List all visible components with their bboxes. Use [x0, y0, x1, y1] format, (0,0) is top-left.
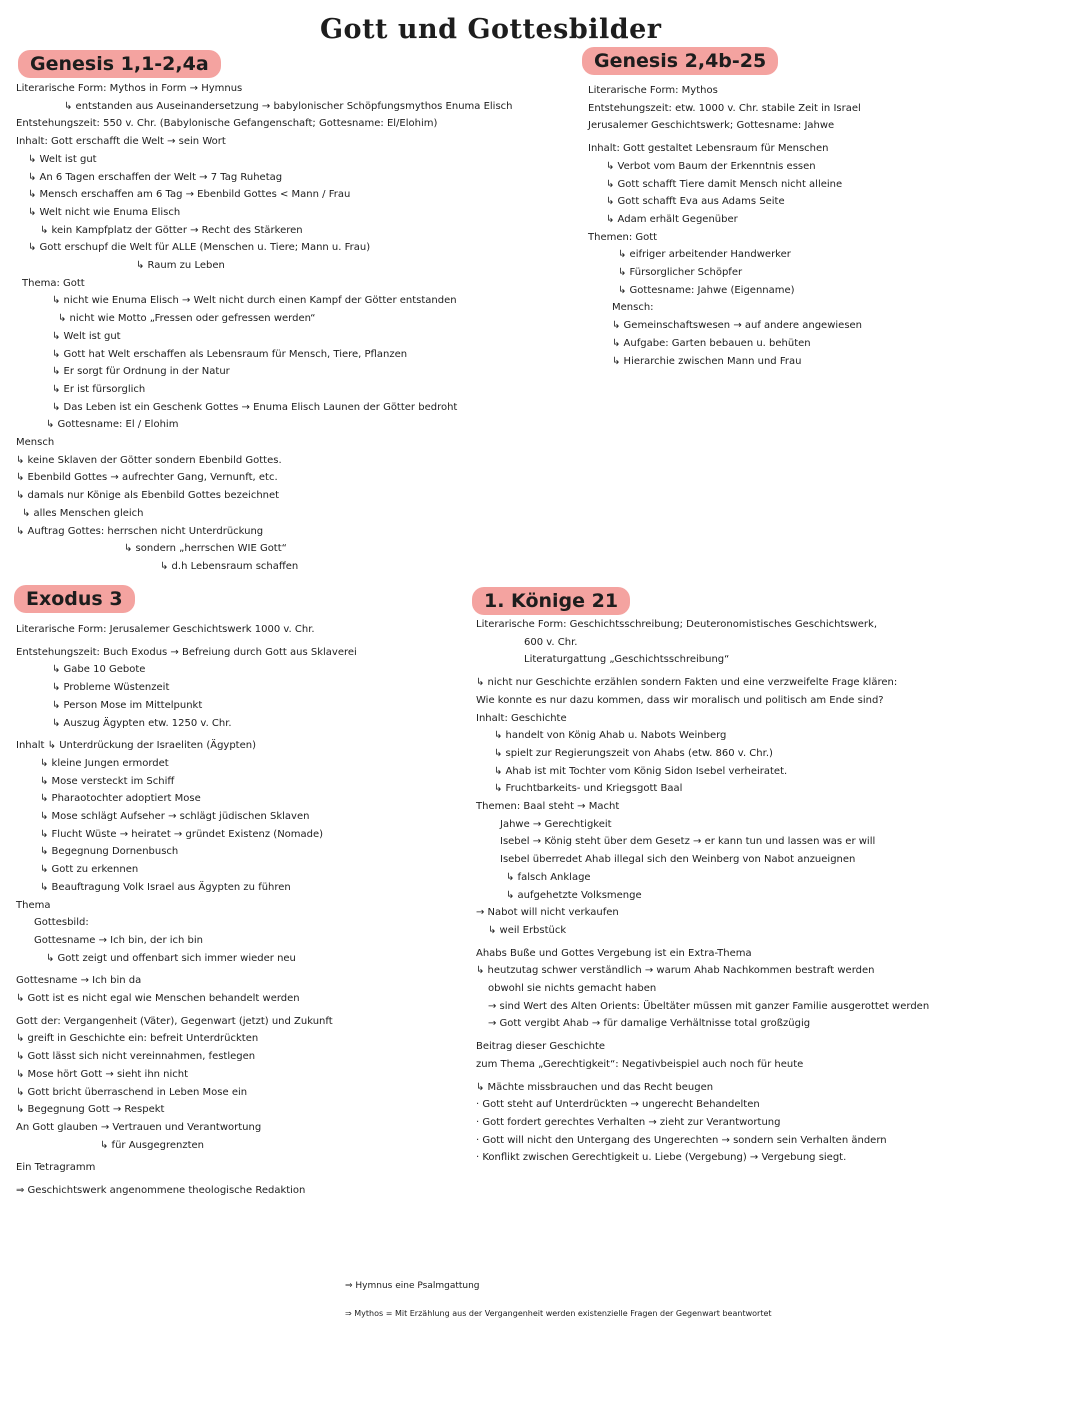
note-line: Literaturgattung „Geschichtsschreibung“ — [524, 654, 730, 666]
note-line: · Gott will nicht den Untergang des Ungerechten → sondern sein Verhalten ändern — [476, 1134, 887, 1146]
note-line: Literarische Form: Mythos — [588, 85, 718, 96]
note-line: ↳ Gottesname: Jahwe (Eigenname) — [618, 284, 795, 296]
section-exodus-3 — [16, 621, 466, 1200]
note-line: ↳ Aufgabe: Garten bebauen u. behüten — [612, 337, 811, 349]
note-line: ↳ Fruchtbarkeits- und Kriegsgott Baal — [494, 783, 683, 795]
note-line: ↳ Gott schafft Tiere damit Mensch nicht alleine — [606, 178, 843, 190]
note-line: Isebel überredet Ahab illegal sich den Weinberg von Nabot anzueignen — [500, 854, 856, 866]
note-line: ↳ Probleme Wüstenzeit — [52, 682, 170, 694]
note-line: Beitrag dieser Geschichte — [476, 1041, 606, 1053]
note-line: ↳ Verbot vom Baum der Erkenntnis essen — [606, 160, 816, 172]
note-line: ↳ Das Leben ist ein Geschenk Gottes → Enuma Elisch Launen der Götter bedroht — [52, 401, 458, 413]
note-line: ↳ sondern „herrschen WIE Gott“ — [124, 543, 287, 555]
page-title: Gott und Gottesbilder — [320, 14, 662, 45]
note-line: ↳ Gott hat Welt erschaffen als Lebensraum für Mensch, Tiere, Pflanzen — [52, 348, 408, 360]
note-line: ↳ Raum zu Leben — [136, 260, 225, 272]
note-line: Themen: Baal steht → Macht — [476, 801, 620, 813]
note-line: Entstehungszeit: Buch Exodus → Befreiung durch Gott aus Sklaverei — [16, 646, 357, 658]
heading-exodus-3: Exodus 3 — [14, 585, 135, 613]
note-line: · Gott fordert gerechtes Verhalten → zieht zur Verantwortung — [476, 1116, 781, 1128]
note-line: ↳ Mensch erschaffen am 6 Tag → Ebenbild Gottes < Mann / Frau — [28, 189, 351, 201]
note-line: Entstehungszeit: 550 v. Chr. (Babylonische Gefangenschaft; Gottesname: El/Elohim) — [16, 118, 438, 130]
note-line: ↳ Gott ist es nicht egal wie Menschen behandelt werden — [16, 993, 300, 1005]
note-hymnus: ⇒ Hymnus eine Psalmgattung — [345, 1281, 480, 1291]
note-line: Entstehungszeit: etw. 1000 v. Chr. stabile Zeit in Israel — [588, 102, 861, 114]
note-line: ↳ An 6 Tagen erschaffen der Welt → 7 Tag Ruhetag — [28, 171, 283, 183]
note-line: ↳ Ebenbild Gottes → aufrechter Gang, Vernunft, etc. — [16, 472, 278, 484]
note-line: Wie konnte es nur dazu kommen, dass wir moralisch und politisch am Ende sind? — [476, 694, 884, 706]
note-line: Isebel → König steht über dem Gesetz → er kann tun und lassen was er will — [500, 836, 876, 848]
note-line: ↳ Er ist fürsorglich — [52, 383, 146, 395]
note-line: ↳ Auftrag Gottes: herrschen nicht Unterdrückung — [16, 525, 264, 537]
note-line: ↳ Welt ist gut — [28, 153, 97, 165]
note-line: Ein Tetragramm — [16, 1162, 96, 1174]
note-line: ↳ Beauftragung Volk Israel aus Ägypten zu führen — [40, 881, 291, 893]
note-line: ↳ kleine Jungen ermordet — [40, 757, 169, 769]
note-line: ↳ Welt ist gut — [52, 330, 121, 342]
note-line: ↳ Gott schafft Eva aus Adams Seite — [606, 196, 785, 208]
note-line: Gottesbild: — [34, 917, 89, 929]
note-line: · Gott steht auf Unterdrückten → ungerecht Behandelten — [476, 1099, 760, 1111]
note-line: ↳ Mose versteckt im Schiff — [40, 775, 175, 787]
note-line: ↳ Gottesname: El / Elohim — [46, 419, 179, 431]
note-line: ↳ für Ausgegrenzten — [100, 1139, 204, 1151]
note-line: ↳ Gott zu erkennen — [40, 864, 139, 876]
note-line: ↳ Mose hört Gott → sieht ihn nicht — [16, 1068, 189, 1080]
note-line: Gottesname → Ich bin, der ich bin — [34, 934, 203, 946]
note-line: ↳ Adam erhält Gegenüber — [606, 213, 738, 225]
note-line: ↳ eifriger arbeitender Handwerker — [618, 249, 791, 261]
note-line: · Konflikt zwischen Gerechtigkeit u. Liebe (Vergebung) → Vergebung siegt. — [476, 1152, 847, 1164]
note-line: → sind Wert des Alten Orients: Übeltäter müssen mit ganzer Familie ausgerottet werden — [488, 1000, 930, 1012]
note-line: ↳ Gabe 10 Gebote — [52, 664, 146, 676]
heading-genesis-2: Genesis 2,4b-25 — [582, 47, 778, 75]
note-line: ↳ greift in Geschichte ein: befreit Unterdrückten — [16, 1033, 259, 1045]
note-line: Jahwe → Gerechtigkeit — [500, 818, 612, 830]
note-line: → Gott vergibt Ahab → für damalige Verhältnisse total großzügig — [488, 1018, 811, 1030]
note-line: ↳ damals nur Könige als Ebenbild Gottes bezeichnet — [16, 490, 280, 502]
note-line: ↳ d.h Lebensraum schaffen — [160, 560, 299, 572]
note-line: ↳ Pharaotochter adoptiert Mose — [40, 793, 201, 805]
note-line: ↳ Fürsorglicher Schöpfer — [618, 267, 743, 279]
note-line: ↳ Ahab ist mit Tochter vom König Sidon Isebel verheiratet. — [494, 765, 788, 777]
section-genesis-2 — [588, 82, 1068, 370]
section-genesis-1 — [16, 80, 576, 576]
note-line: ↳ Hierarchie zwischen Mann und Frau — [612, 355, 802, 367]
note-line: Inhalt ↳ Unterdrückung der Israeliten (Ägypten) — [16, 740, 256, 752]
note-line: ↳ nicht wie Motto „Fressen oder gefressen werden“ — [58, 313, 316, 325]
note-line: obwohl sie nichts gemacht haben — [488, 983, 657, 995]
note-line: Literarische Form: Jerusalemer Geschichtswerk 1000 v. Chr. — [16, 624, 315, 635]
note-line: ↳ Begegnung Gott → Respekt — [16, 1104, 165, 1116]
note-line: ↳ falsch Anklage — [506, 871, 591, 883]
note-line: zum Thema „Gerechtigkeit“: Negativbeispiel auch noch für heute — [476, 1058, 804, 1070]
note-line: Inhalt: Gott gestaltet Lebensraum für Menschen — [588, 143, 829, 155]
note-line: ↳ Flucht Wüste → heiratet → gründet Existenz (Nomade) — [40, 828, 324, 840]
note-line: ↳ Mose schlägt Aufseher → schlägt jüdischen Sklaven — [40, 811, 310, 823]
note-line: ↳ keine Sklaven der Götter sondern Ebenbild Gottes. — [16, 454, 282, 466]
note-line: Mensch: — [612, 302, 654, 314]
note-line: ↳ nicht wie Enuma Elisch → Welt nicht durch einen Kampf der Götter entstanden — [52, 295, 457, 307]
section-koenige-21 — [476, 616, 1066, 1167]
note-line: ↳ handelt von König Ahab u. Nabots Weinberg — [494, 730, 727, 742]
note-line: ↳ Er sorgt für Ordnung in der Natur — [52, 366, 230, 378]
note-line: ↳ Begegnung Dornenbusch — [40, 846, 179, 858]
note-line: Inhalt: Geschichte — [476, 712, 567, 724]
note-line: Jerusalemer Geschichtswerk; Gottesname: Jahwe — [588, 120, 835, 132]
note-line: ↳ spielt zur Regierungszeit von Ahabs (etw. 860 v. Chr.) — [494, 747, 773, 759]
note-line: Ahabs Buße und Gottes Vergebung ist ein Extra-Thema — [476, 947, 752, 959]
note-line: ↳ weil Erbstück — [488, 924, 567, 936]
note-line: Themen: Gott — [588, 231, 658, 243]
note-line: ↳ aufgehetzte Volksmenge — [506, 889, 642, 901]
note-line: An Gott glauben → Vertrauen und Verantwortung — [16, 1121, 262, 1133]
note-line: ↳ Person Mose im Mittelpunkt — [52, 699, 203, 711]
note-line: Gott der: Vergangenheit (Väter), Gegenwart (jetzt) und Zukunft — [16, 1015, 333, 1027]
note-line: ⇒ Geschichtswerk angenommene theologische Redaktion — [16, 1185, 306, 1197]
note-line: ↳ Welt nicht wie Enuma Elisch — [28, 206, 181, 218]
note-line: ↳ entstanden aus Auseinandersetzung → babylonischer Schöpfungsmythos Enuma Elisch — [64, 100, 513, 112]
heading-koenige-21: 1. Könige 21 — [472, 587, 630, 615]
note-mythos: ⇒ Mythos = Mit Erzählung aus der Vergangenheit werden existenzielle Fragen der Gegenwart beantwortet — [345, 1309, 772, 1318]
note-line: ↳ Gemeinschaftswesen → auf andere angewiesen — [612, 320, 863, 332]
note-line: ↳ Gott lässt sich nicht vereinnahmen, festlegen — [16, 1051, 256, 1063]
note-line: Literarische Form: Geschichtsschreibung; Deuteronomistisches Geschichtswerk, — [476, 619, 877, 630]
note-line: ↳ Gott zeigt und offenbart sich immer wieder neu — [46, 952, 296, 964]
note-line: Thema: Gott — [22, 277, 85, 289]
note-line: Gottesname → Ich bin da — [16, 975, 142, 987]
note-line: ↳ kein Kampfplatz der Götter → Recht des Stärkeren — [40, 224, 303, 236]
note-line: Inhalt: Gott erschafft die Welt → sein Wort — [16, 136, 226, 148]
heading-genesis-1: Genesis 1,1-2,4a — [18, 50, 221, 78]
note-line: ↳ alles Menschen gleich — [22, 507, 144, 519]
note-line: ↳ Gott erschupf die Welt für ALLE (Menschen u. Tiere; Mann u. Frau) — [28, 242, 371, 254]
note-line: 600 v. Chr. — [524, 636, 578, 648]
note-line: Thema — [16, 899, 51, 911]
note-line: ↳ Gott bricht überraschend in Leben Mose ein — [16, 1086, 248, 1098]
note-line: Literarische Form: Mythos in Form → Hymnus — [16, 83, 243, 94]
note-line: ↳ heutzutag schwer verständlich → warum Ahab Nachkommen bestraft werden — [476, 965, 875, 977]
note-line: Mensch — [16, 437, 55, 449]
note-line: ↳ nicht nur Geschichte erzählen sondern Fakten und eine verzweifelte Frage klären: — [476, 677, 898, 689]
note-line: ↳ Auszug Ägypten etw. 1250 v. Chr. — [52, 717, 232, 729]
note-line: → Nabot will nicht verkaufen — [476, 907, 619, 919]
note-line: ↳ Mächte missbrauchen und das Recht beugen — [476, 1081, 714, 1093]
